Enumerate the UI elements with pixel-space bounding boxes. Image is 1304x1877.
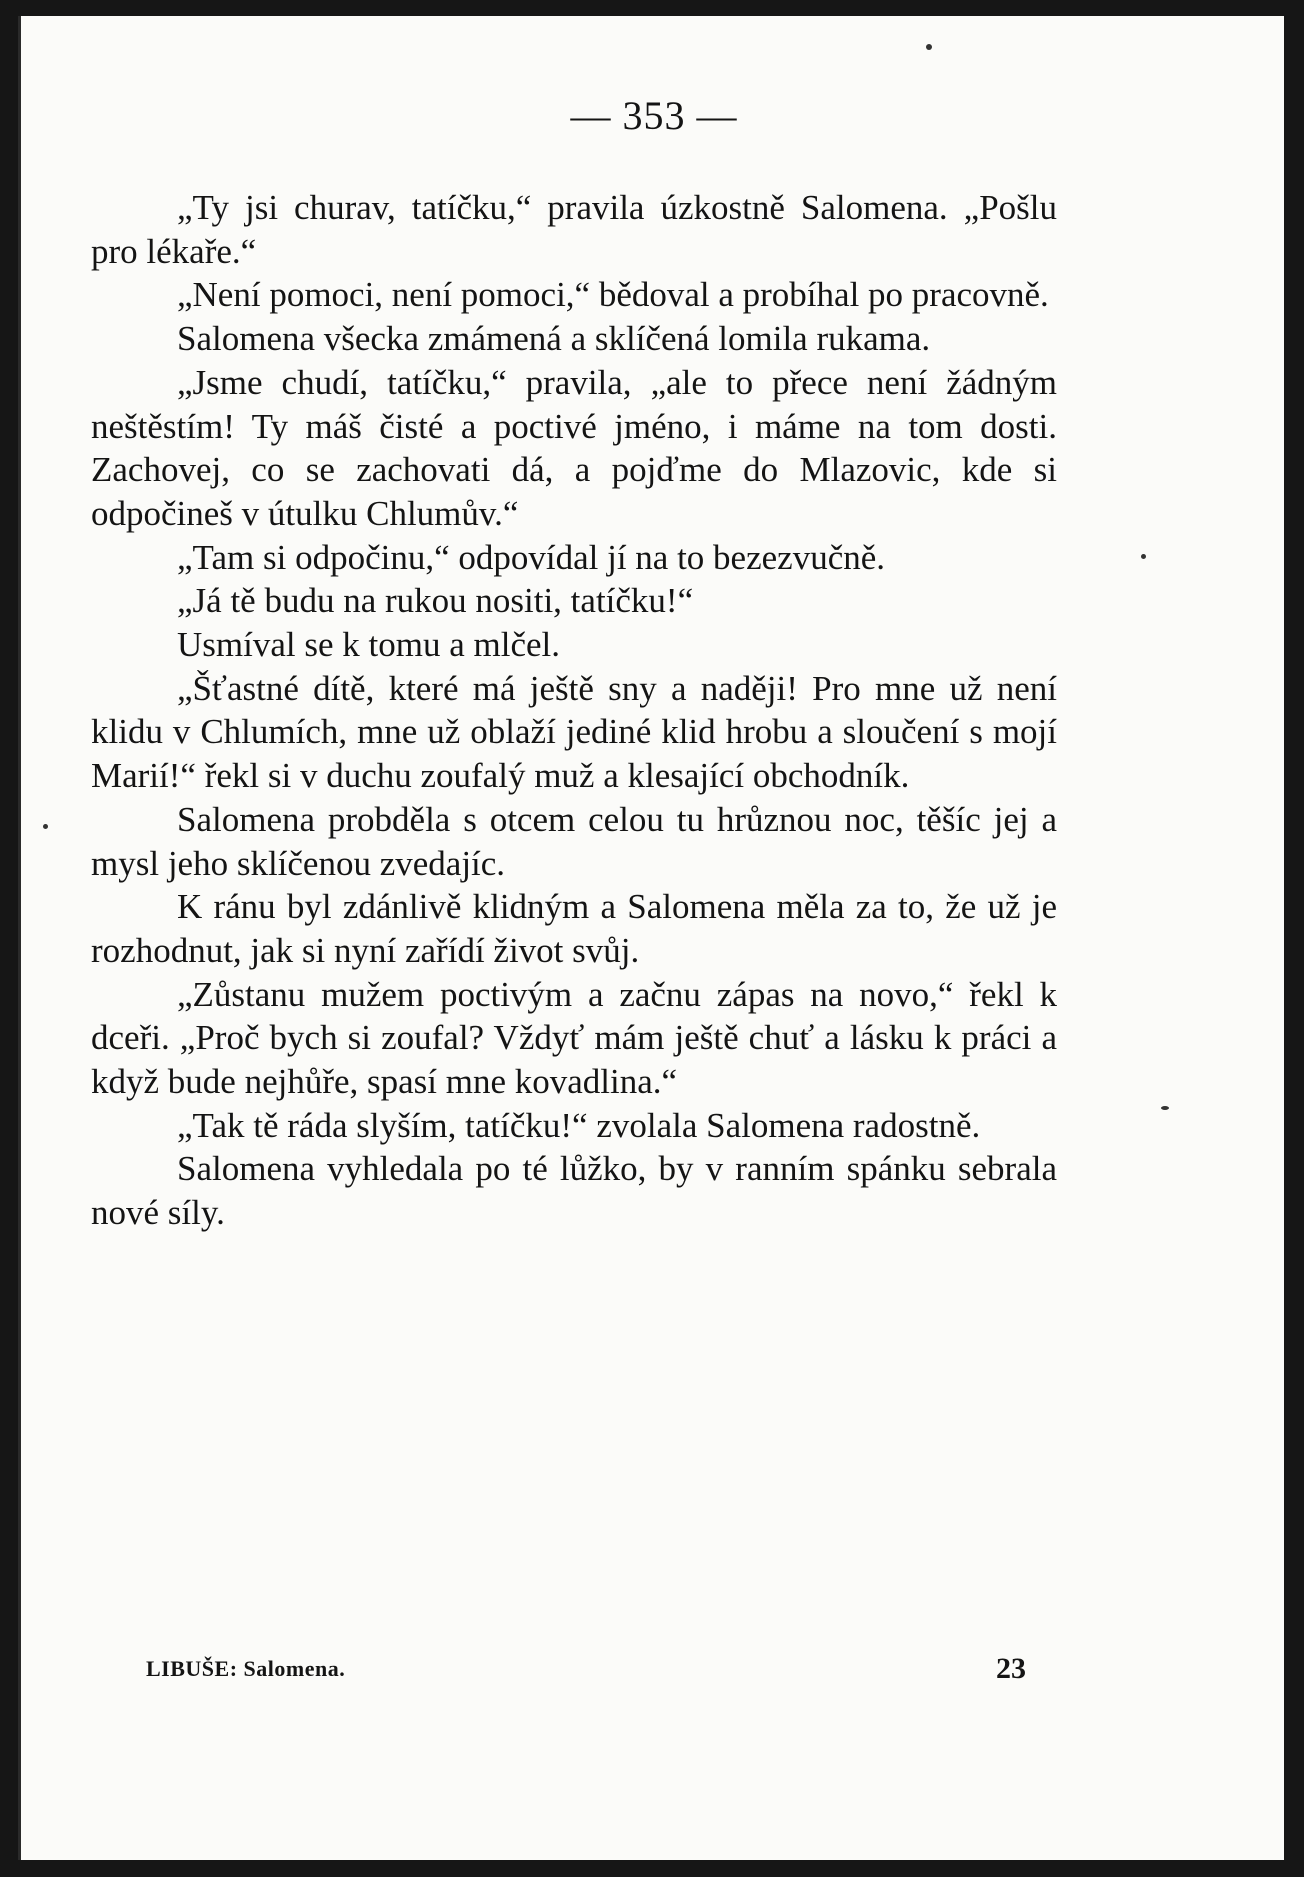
- print-speck: [1161, 1106, 1169, 1110]
- paragraph: „Ty jsi churav, tatíčku,“ pravila úzkostně Salomena. „Pošlu pro lékaře.“: [91, 188, 1057, 271]
- paragraph: „Jsme chudí, tatíčku,“ pravila, „ale to přece není žádným neštěstím! Ty máš čisté a poctivé jméno, i máme na tom dosti. Zachovej, co se zachovati dá, a pojďme do Mlazovic, kde si odpočineš v útulku Chlumův.“: [91, 362, 1057, 533]
- book-page: [18, 16, 1284, 1860]
- print-speck: [1141, 554, 1146, 559]
- paragraph: „Šťastné dítě, které má ještě sny a naději! Pro mne už není klidu v Chlumích, mne už oblaží jediné klid hrobu a sloučení s mojí Marií!“ řekl si v duchu zoufalý muž a klesající obchodník.: [91, 668, 1057, 796]
- page-footer: [146, 1652, 1026, 1692]
- print-speck: [926, 44, 932, 50]
- paragraph: „Tam si odpočinu,“ odpovídal jí na to bezezvučně.: [177, 537, 886, 577]
- paragraph: „Já tě budu na rukou nositi, tatíčku!“: [177, 581, 694, 621]
- paragraph: „Zůstanu mužem poctivým a začnu zápas na novo,“ řekl k dceři. „Proč bych si zoufal? Vždyť mám ještě chuť a lásku k práci a když bude nejhůře, spasí mne kovadlina.“: [91, 974, 1057, 1102]
- paragraph: Usmíval se k tomu a mlčel.: [177, 625, 560, 665]
- paragraph: K ránu byl zdánlivě klidným a Salomena měla za to, že už je rozhodnut, jak si nyní zařídí život svůj.: [91, 887, 1057, 970]
- sheet-number: 23: [996, 1652, 1026, 1685]
- signature-mark: LIBUŠE: Salomena.: [146, 1656, 346, 1681]
- print-speck: [43, 824, 48, 829]
- paragraph: „Tak tě ráda slyším, tatíčku!“ zvolala Salomena radostně.: [177, 1105, 981, 1145]
- paragraph: Salomena vyhledala po té lůžko, by v ranním spánku sebrala nové síly.: [91, 1149, 1057, 1233]
- paragraph: Salomena všecka zmámená a sklíčená lomila rukama.: [177, 319, 931, 359]
- page-number: — 353 —: [570, 93, 738, 138]
- paragraph: Salomena probděla s otcem celou tu hrůznou noc, těšíc jej a mysl jeho sklíčenou zvedajíc.: [91, 799, 1057, 883]
- paragraph: „Není pomoci, není pomoci,“ bědoval a probíhal po pracovně.: [177, 275, 1049, 315]
- body-text: [91, 186, 1057, 1235]
